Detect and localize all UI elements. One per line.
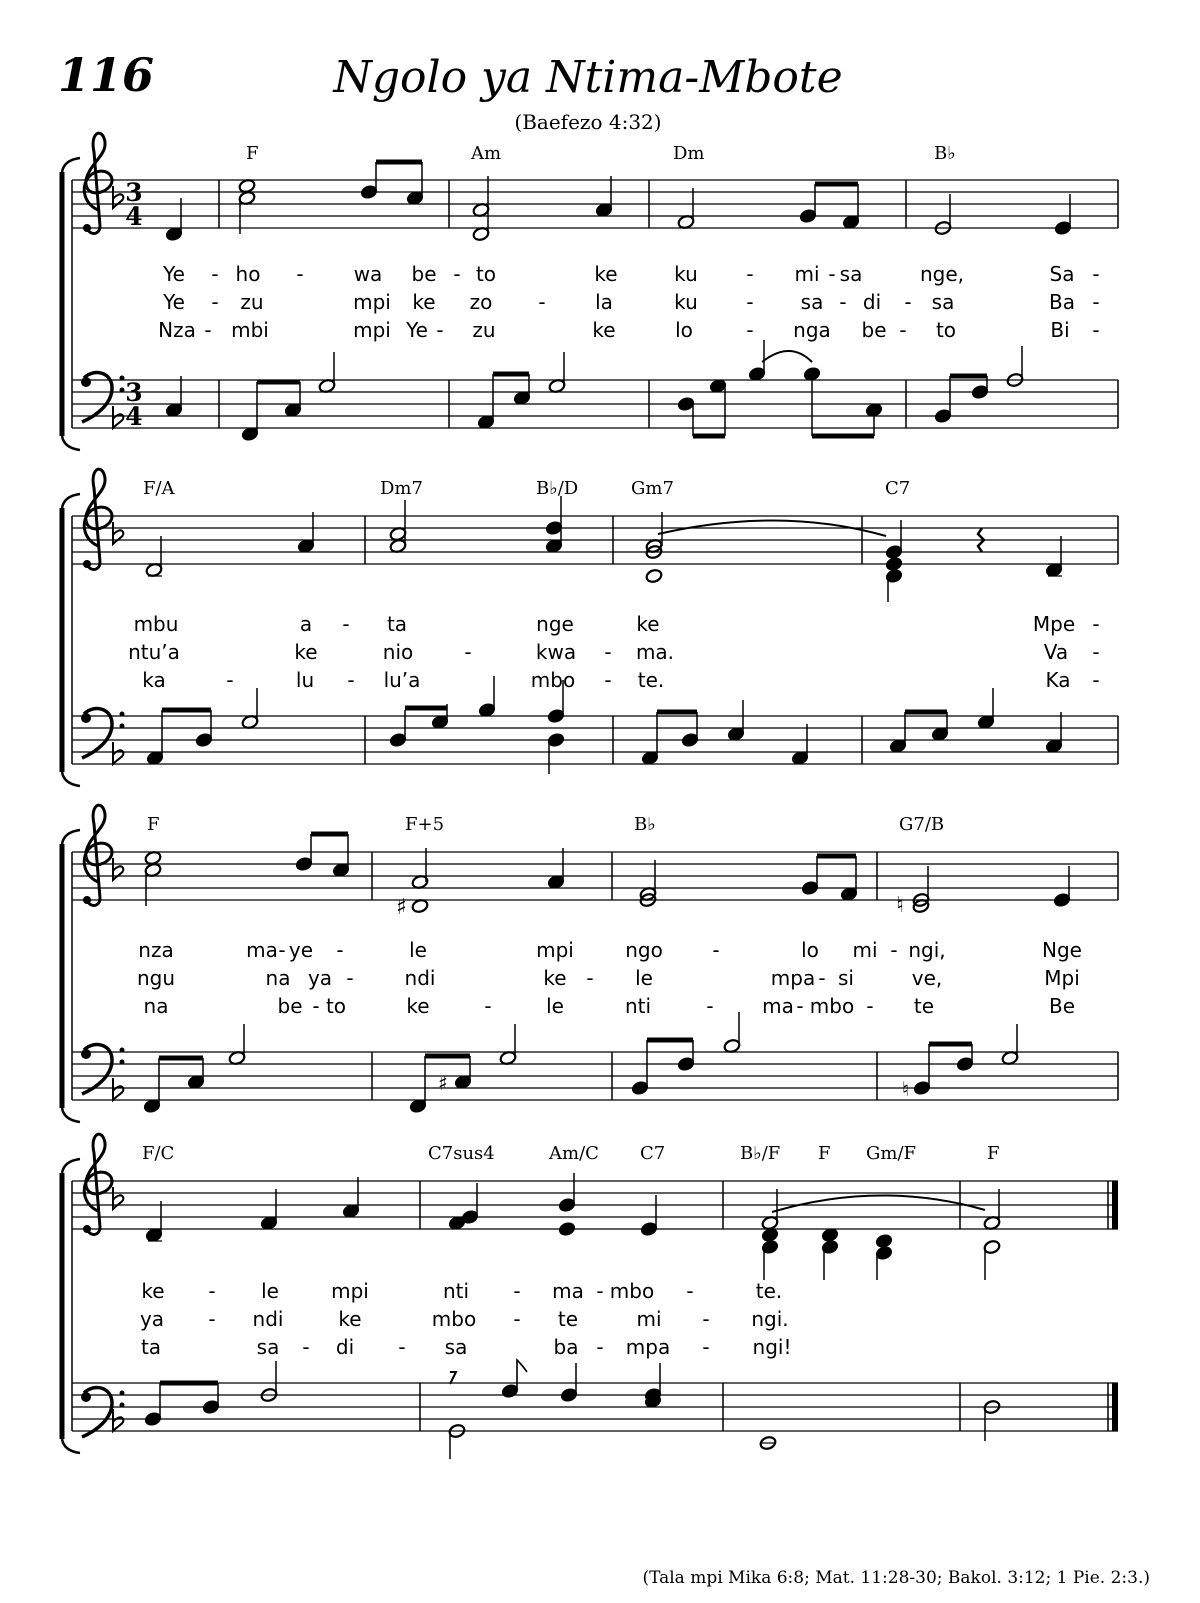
lyric-syllable: mbo	[431, 1307, 477, 1331]
lyric-syllable: ngu	[136, 966, 176, 990]
lyric-syllable: sa	[800, 290, 824, 314]
lyric-syllable: mbu	[133, 612, 179, 636]
lyric-syllable: lu’a	[383, 668, 421, 692]
lyric-syllable: le	[546, 994, 564, 1018]
lyric-syllable: ke	[338, 1307, 362, 1331]
lyric-hyphen: -	[604, 668, 612, 692]
lyric-syllable: mpi	[331, 1279, 369, 1303]
lyric-syllable: ntu’a	[128, 640, 180, 664]
lyric-syllable: ke	[594, 262, 618, 286]
lyric-hyphen: -	[453, 262, 461, 286]
lyric-syllable: ndi	[252, 1307, 284, 1331]
svg-text:4: 4	[125, 402, 143, 431]
lyric-syllable: Va	[1043, 640, 1069, 664]
chord-symbol: C7sus4	[428, 1143, 495, 1164]
lyric-syllable: ndi	[404, 966, 436, 990]
lyric-hyphen: -	[312, 994, 320, 1018]
lyric-hyphen: -	[1092, 640, 1100, 664]
lyric-syllable: sa	[256, 1335, 280, 1359]
lyric-syllable: ke	[406, 994, 430, 1018]
lyric-syllable: mpa	[625, 1335, 671, 1359]
lyric-syllable: na	[265, 966, 291, 990]
lyric-hyphen: -	[839, 290, 847, 314]
chord-symbol: Am/C	[549, 1143, 599, 1164]
lyric-syllable: na	[143, 994, 169, 1018]
lyric-syllable: mbi	[231, 318, 269, 342]
lyric-syllable: di	[335, 1335, 355, 1359]
chord-symbol: Dm	[673, 143, 705, 164]
lyric-syllable: be	[277, 994, 303, 1018]
lyric-syllable: ho	[235, 262, 261, 286]
lyric-hyphen: -	[702, 1307, 710, 1331]
lyric-syllable: ma.	[635, 640, 675, 664]
chord-symbol: B♭/D	[536, 478, 579, 499]
lyric-syllable: Bi	[1050, 318, 1070, 342]
lyric-hyphen: -	[596, 1279, 604, 1303]
lyric-hyphen: -	[346, 966, 354, 990]
lyric-syllable: Ba	[1049, 290, 1075, 314]
lyric-syllable: ma	[762, 994, 794, 1018]
lyric-syllable: to	[935, 318, 957, 342]
svg-text:♮: ♮	[896, 893, 904, 918]
lyric-syllable: ka	[142, 668, 166, 692]
lyric-syllable: zu	[472, 318, 496, 342]
chord-symbol: Gm/F	[866, 1143, 917, 1164]
lyric-syllable: nza	[138, 938, 174, 962]
lyric-hyphen: -	[604, 640, 612, 664]
lyric-syllable: ye	[288, 938, 314, 962]
chord-symbol: C7	[640, 1143, 666, 1164]
lyric-syllable: nge,	[919, 262, 965, 286]
lyric-hyphen: -	[746, 262, 754, 286]
svg-text:♮: ♮	[902, 1077, 910, 1101]
lyric-syllable: la	[595, 290, 613, 314]
lyric-hyphen: -	[706, 994, 714, 1018]
chord-symbol: B♭	[934, 143, 956, 164]
chord-symbol: G7/B	[899, 814, 945, 835]
lyric-syllable: ke	[543, 966, 567, 990]
lyric-syllable: Be	[1048, 994, 1076, 1018]
lyric-hyphen: -	[211, 262, 219, 286]
lyric-syllable: si	[838, 966, 854, 990]
lyric-syllable: te.	[755, 1279, 783, 1303]
lyric-syllable: nio	[382, 640, 414, 664]
lyric-syllable: mbo	[809, 994, 855, 1018]
lyric-hyphen: -	[1092, 668, 1100, 692]
lyric-syllable: ngi,	[908, 938, 946, 962]
lyric-hyphen: -	[484, 994, 492, 1018]
lyric-syllable: zu	[240, 290, 264, 314]
lyric-syllable: ku	[674, 290, 698, 314]
lyric-hyphen: -	[890, 938, 898, 962]
lyric-hyphen: -	[899, 318, 907, 342]
lyric-hyphen: -	[436, 318, 444, 342]
lyric-syllable: ya	[139, 1307, 165, 1331]
lyric-hyphen: -	[866, 994, 874, 1018]
lyric-hyphen: -	[204, 318, 212, 342]
lyric-syllable: nge	[536, 612, 574, 636]
lyric-hyphen: -	[513, 1307, 521, 1331]
lyric-syllable: Nza	[158, 318, 196, 342]
lyric-syllable: to	[325, 994, 347, 1018]
lyric-syllable: nti	[624, 994, 652, 1018]
chord-symbol: F	[987, 1143, 1000, 1164]
lyric-hyphen: -	[796, 994, 804, 1018]
lyric-syllable: Ye	[163, 262, 185, 286]
lyric-syllable: ngi!	[752, 1335, 792, 1359]
lyric-syllable: Ye	[163, 290, 185, 314]
scripture-reference: (Baefezo 4:32)	[514, 110, 662, 134]
lyric-syllable: Mpi	[1044, 966, 1080, 990]
chord-symbol: Gm7	[631, 478, 674, 499]
chord-symbol: B♭/F	[740, 1143, 781, 1164]
lyric-syllable: to	[475, 262, 497, 286]
lyric-hyphen: -	[746, 290, 754, 314]
lyric-syllable: ke	[592, 318, 616, 342]
lyric-syllable: ku	[674, 262, 698, 286]
chord-symbol: B♭	[634, 814, 656, 835]
lyric-hyphen: -	[398, 1335, 406, 1359]
lyric-syllable: sa	[931, 290, 955, 314]
lyric-syllable: Nge	[1042, 938, 1082, 962]
lyric-syllable: ta	[386, 612, 408, 636]
hymn-number: 116	[58, 48, 155, 102]
lyric-syllable: mpi	[536, 938, 574, 962]
lyric-syllable: te.	[637, 668, 665, 692]
lyric-syllable: zo	[469, 290, 493, 314]
lyric-syllable: nga	[793, 318, 831, 342]
lyric-hyphen: -	[226, 668, 234, 692]
lyric-hyphen: -	[208, 1307, 216, 1331]
chord-symbol: F+5	[405, 814, 445, 835]
lyric-syllable: mi	[636, 1307, 662, 1331]
chord-symbol: C7	[885, 478, 911, 499]
lyric-syllable: mi	[794, 262, 820, 286]
lyric-hyphen: -	[342, 612, 350, 636]
lyric-syllable: mbo	[609, 1279, 655, 1303]
svg-text:3: 3	[125, 378, 143, 407]
lyric-hyphen: -	[513, 1279, 521, 1303]
hymn-title: Ngolo ya Ntima-Mbote	[333, 52, 843, 103]
lyric-syllable: Mpe	[1032, 612, 1076, 636]
lyric-syllable: ve,	[911, 966, 943, 990]
lyric-hyphen: -	[538, 290, 546, 314]
lyric-hyphen: -	[746, 318, 754, 342]
lyric-syllable: ke	[141, 1279, 165, 1303]
chord-symbol: Am	[471, 143, 502, 164]
lyric-syllable: te	[913, 994, 935, 1018]
lyric-hyphen: -	[347, 668, 355, 692]
lyric-syllable: be	[411, 262, 437, 286]
lyric-syllable: ma	[246, 938, 278, 962]
lyric-hyphen: -	[211, 290, 219, 314]
lyric-hyphen: -	[702, 1335, 710, 1359]
lyric-syllable: Ka	[1045, 668, 1071, 692]
chord-symbol: F/A	[143, 478, 175, 499]
lyric-syllable: nti	[442, 1279, 470, 1303]
lyric-syllable: Ye	[406, 318, 428, 342]
lyric-syllable: ke	[294, 640, 318, 664]
lyric-hyphen: -	[596, 1335, 604, 1359]
svg-text:♯: ♯	[438, 1071, 448, 1095]
lyric-hyphen: -	[828, 262, 836, 286]
lyric-syllable: a	[299, 612, 313, 636]
svg-text:3: 3	[125, 178, 143, 207]
lyric-hyphen: -	[686, 1279, 694, 1303]
chord-symbol: Dm7	[380, 478, 423, 499]
svg-text:♯: ♯	[396, 895, 407, 920]
lyric-hyphen: -	[464, 640, 472, 664]
lyric-hyphen: -	[208, 1279, 216, 1303]
lyric-syllable: sa	[839, 262, 863, 286]
svg-text:4: 4	[125, 202, 143, 231]
lyric-hyphen: -	[296, 262, 304, 286]
chord-symbol: F/C	[142, 1143, 175, 1164]
lyric-hyphen: -	[904, 290, 912, 314]
lyric-syllable: ma	[552, 1279, 584, 1303]
lyric-syllable: mpi	[353, 318, 391, 342]
lyric-syllable: ke	[412, 290, 436, 314]
lyric-syllable: te	[557, 1307, 579, 1331]
lyric-hyphen: -	[1092, 318, 1100, 342]
lyric-hyphen: -	[1092, 612, 1100, 636]
lyric-syllable: le	[261, 1279, 279, 1303]
lyric-hyphen: -	[336, 938, 344, 962]
chord-symbol: F	[818, 1143, 831, 1164]
lyric-syllable: ngi.	[751, 1307, 789, 1331]
lyric-syllable: ke	[636, 612, 660, 636]
lyric-syllable: lu	[295, 668, 315, 692]
lyric-syllable: le	[635, 966, 653, 990]
lyric-syllable: ba	[553, 1335, 579, 1359]
cross-references-footer: (Tala mpi Mika 6:8; Mat. 11:28-30; Bakol. 3:12; 1 Pie. 2:3.)	[642, 1568, 1150, 1588]
lyric-hyphen: -	[1092, 262, 1100, 286]
lyric-syllable: sa	[444, 1335, 468, 1359]
lyric-syllable: lo	[675, 318, 693, 342]
time-signature	[125, 178, 142, 431]
lyric-syllable: Sa	[1049, 262, 1075, 286]
lyric-syllable: lo	[801, 938, 819, 962]
chord-symbol: F	[246, 143, 259, 164]
lyric-syllable: mbo	[530, 668, 576, 692]
lyric-syllable: kwa	[535, 640, 577, 664]
lyric-syllable: ngo	[625, 938, 663, 962]
lyric-syllable: mpi	[353, 290, 391, 314]
lyric-syllable: mi	[852, 938, 878, 962]
lyric-hyphen: -	[586, 966, 594, 990]
lyric-syllable: be	[861, 318, 887, 342]
lyric-syllable: ta	[140, 1335, 162, 1359]
lyric-hyphen: -	[302, 1335, 310, 1359]
lyric-syllable: di	[862, 290, 882, 314]
lyric-hyphen: -	[1092, 290, 1100, 314]
lyric-syllable: ya	[307, 966, 333, 990]
lyric-hyphen: -	[712, 938, 720, 962]
lyric-syllable: wa	[353, 262, 383, 286]
lyric-hyphen: -	[278, 938, 286, 962]
lyric-syllable: le	[409, 938, 427, 962]
chord-symbol: F	[147, 814, 160, 835]
lyric-syllable: mpa	[770, 966, 816, 990]
lyric-hyphen: -	[818, 966, 826, 990]
